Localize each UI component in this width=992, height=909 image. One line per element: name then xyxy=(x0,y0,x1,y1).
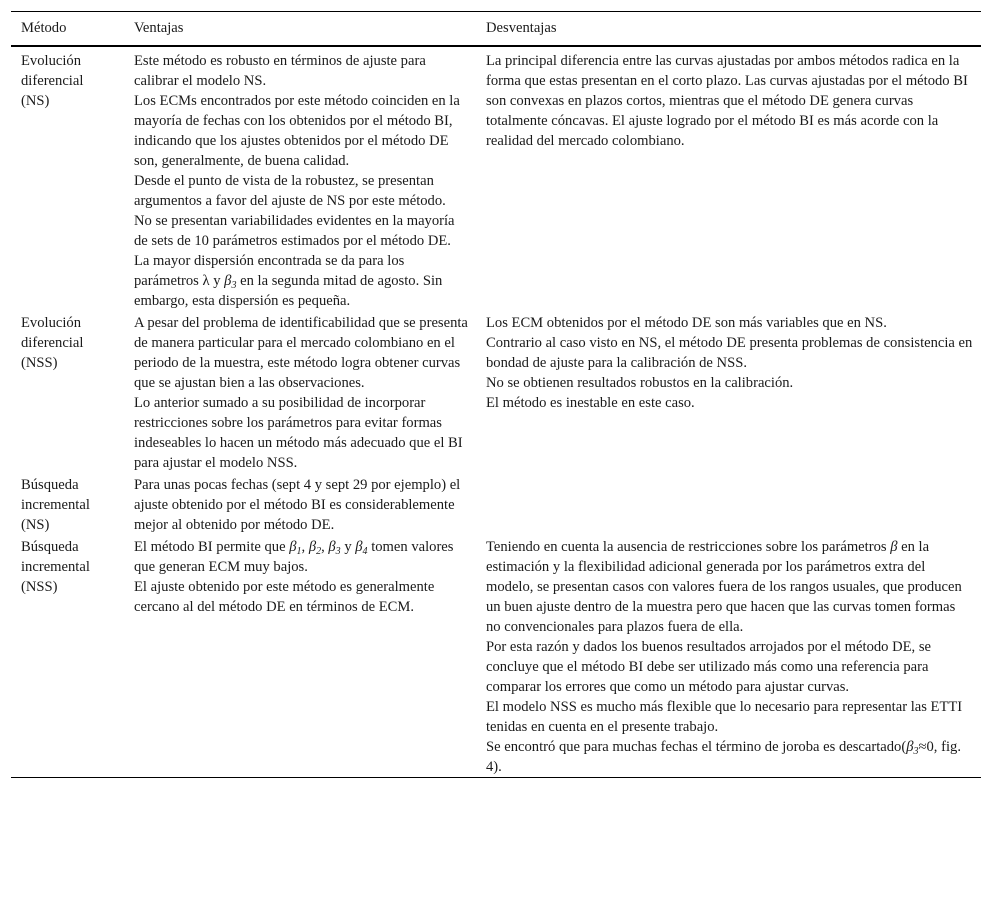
advantages-cell xyxy=(124,46,476,311)
advantage-paragraph: No se presentan variabilidades evidentes en la mayoría de sets de 10 parámetros estimados por el método DE. La mayor dispersión encontrada se da para los parámetros λ y $\beta_3$ en la segunda mitad de agosto. Sin embargo, esta dispersión es pequeña. xyxy=(134,213,455,309)
table-row xyxy=(11,46,981,311)
advantage-paragraph: El método BI permite que $\beta_1$, $\beta_2$, $\beta_3$ y $\beta_4$ tomen valores que generan ECM muy bajos. xyxy=(134,539,454,575)
disadvantage-paragraph: Teniendo en cuenta la ausencia de restricciones sobre los parámetros β en la estimación y la flexibilidad adicional generada por los parámetros extra del modelo, se presentan casos con valores fuera de los rangos usuales, que producen un buen ajuste dentro de la muestra pero que hacen que las curvas tomen formas no convencionales para plazos fuera de ella. xyxy=(486,539,962,635)
advantage-paragraph: Para unas pocas fechas (sept 4 y sept 29 por ejemplo) el ajuste obtenido por el método BI es considerablemente mejor al obtenido por método DE. xyxy=(134,477,461,533)
advantage-paragraph: Desde el punto de vista de la robustez, se presentan argumentos a favor del ajuste de NS por este método. xyxy=(134,173,446,209)
method-line: (NS) xyxy=(21,517,50,533)
disadvantage-paragraph: El modelo NSS es mucho más flexible que lo necesario para representar las ETTI tenidas en cuenta en el presente trabajo. xyxy=(486,699,963,735)
disadvantage-paragraph: Se encontró que para muchas fechas el término de joroba es $descartado(\beta_3\approx 0$, fig. 4). xyxy=(486,739,961,775)
advantage-paragraph: Este método es robusto en términos de ajuste para calibrar el modelo NS. xyxy=(134,53,426,89)
advantages-cell xyxy=(124,535,476,778)
method-cell xyxy=(11,535,124,778)
method-line: Búsqueda xyxy=(21,477,79,493)
header-method: Método xyxy=(21,20,67,36)
method-line: incremental xyxy=(21,497,90,513)
method-line: diferencial xyxy=(21,335,84,351)
method-cell xyxy=(11,473,124,535)
comparison-table xyxy=(11,11,981,778)
disadvantages-cell xyxy=(476,46,981,311)
method-line: Búsqueda xyxy=(21,539,79,555)
method-line: Evolución xyxy=(21,315,81,331)
table-row xyxy=(11,473,981,535)
advantage-paragraph: El ajuste obtenido por este método es generalmente cercano al del método DE en términos de ECM. xyxy=(134,579,435,615)
disadvantage-paragraph: Por esta razón y dados los buenos resultados arrojados por el método DE, se concluye que el método BI debe ser utilizado más como una referencia para comparar los errores que como un método para ajustar curvas. xyxy=(486,639,932,695)
disadvantages-cell xyxy=(476,311,981,473)
method-line: incremental xyxy=(21,559,90,575)
header-disadvantages: Desventajas xyxy=(486,20,557,36)
advantage-paragraph: A pesar del problema de identificabilidad que se presenta de manera particular para el mercado colombiano en el periodo de la muestra, este método logra obtener curvas que se ajustan bien a las observaciones. xyxy=(134,315,468,391)
table-row xyxy=(11,535,981,778)
disadvantage-paragraph: El método es inestable en este caso. xyxy=(486,395,695,411)
method-cell xyxy=(11,46,124,311)
disadvantages-cell xyxy=(476,535,981,778)
method-line: diferencial xyxy=(21,73,84,89)
disadvantage-paragraph: Los ECM obtenidos por el método DE son más variables que en NS. xyxy=(486,315,887,331)
method-line: (NS) xyxy=(21,93,50,109)
advantages-cell xyxy=(124,311,476,473)
disadvantages-cell xyxy=(476,473,981,535)
method-line: Evolución xyxy=(21,53,81,69)
method-line: (NSS) xyxy=(21,579,58,595)
advantages-cell xyxy=(124,473,476,535)
advantage-paragraph: Lo anterior sumado a su posibilidad de incorporar restricciones sobre los parámetros para evitar formas indeseables lo hacen un método más adecuado que el BI para ajustar el modelo NSS. xyxy=(134,395,463,471)
advantage-paragraph: Los ECMs encontrados por este método coinciden en la mayoría de fechas con los obtenidos por el método BI, indicando que los ajustes obtenidos por el método DE son, generalmente, de buena calidad. xyxy=(134,93,460,169)
header-advantages: Ventajas xyxy=(134,20,184,36)
disadvantage-paragraph: Contrario al caso visto en NS, el método DE presenta problemas de consistencia en bondad de ajuste para la calibración de NSS. xyxy=(486,335,973,371)
table-row xyxy=(11,311,981,473)
method-cell xyxy=(11,311,124,473)
method-line: (NSS) xyxy=(21,355,58,371)
disadvantage-paragraph: La principal diferencia entre las curvas ajustadas por ambos métodos radica en la forma que estas presentan en el corto plazo. Las curvas ajustadas por el método BI son convexas en plazos cortos, mientras que el método DE genera curvas totalmente cóncavas. El ajuste logrado por el método BI es más acorde con la realidad del mercado colombiano. xyxy=(486,53,968,149)
header-row xyxy=(11,12,981,47)
disadvantage-paragraph: No se obtienen resultados robustos en la calibración. xyxy=(486,375,794,391)
